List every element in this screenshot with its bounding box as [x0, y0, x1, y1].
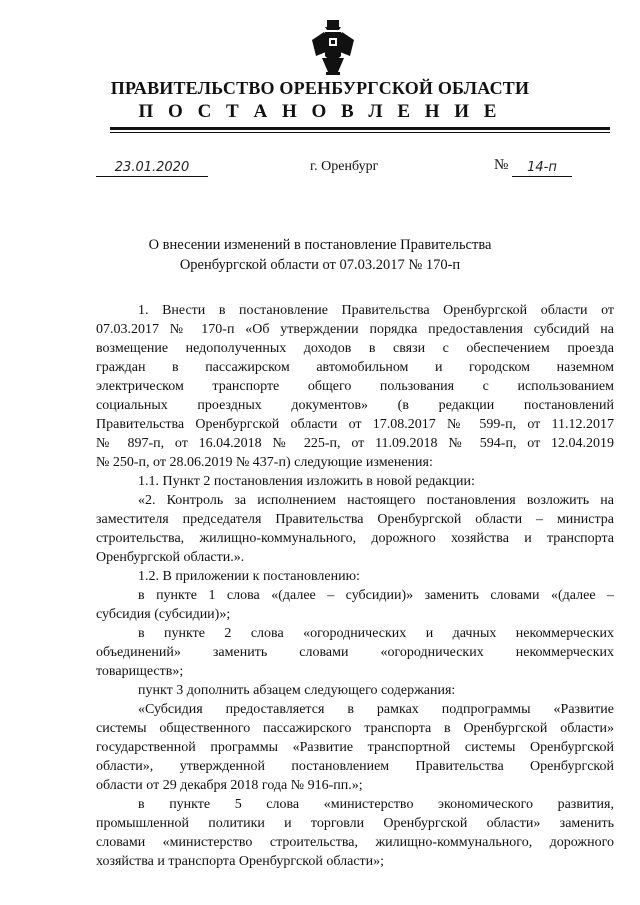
document-date: 23.01.2020 — [96, 160, 208, 177]
body-line: Оренбургской области.». — [96, 550, 245, 565]
subject-line: Оренбургской области от 07.03.2017 № 170-п — [179, 257, 461, 273]
body-line: 1. Внести в постановление Правительства Оренбургской области от — [138, 303, 614, 318]
body-line: 1.2. В приложении к постановлению: — [138, 569, 360, 584]
body-line: электрическом транспорте общего пользования с использованием — [96, 379, 614, 394]
header-rule-thin — [110, 132, 610, 133]
body-line: хозяйства и транспорта Оренбургской области»; — [96, 854, 385, 869]
body-line: № 250-п, от 28.06.2019 № 437-п) следующие изменения: — [96, 455, 433, 470]
body-line: области от 29 декабря 2018 года № 916-пп.»; — [96, 778, 363, 793]
body-line: в пункте 5 слова «министерство экономического развития, — [138, 797, 614, 812]
body-line: «Субсидия предоставляется в рамках подпрограммы «Развитие — [138, 702, 614, 717]
body-line: системы общественного пассажирского транспорта в Оренбургской области» — [96, 721, 614, 736]
body-line: словами «министерство строительства, жилищно-коммунального, дорожного — [96, 835, 614, 850]
subject-line: О внесении изменений в постановление Правительства — [148, 237, 492, 253]
body-line: области», утвержденной постановлением Правительства Оренбургской — [96, 759, 614, 774]
body-line: 1.1. Пункт 2 постановления изложить в новой редакции: — [138, 474, 475, 489]
coat-of-arms-icon — [308, 18, 358, 76]
body-line: объединений» заменить словами «огороднических некоммерческих — [96, 645, 614, 660]
body-line: государственной программы «Развитие транспортной системы Оренбургской — [96, 740, 614, 755]
number-label: № — [494, 157, 509, 173]
body-line: промышленной политики и торговли Оренбургской области» заменить — [96, 816, 614, 831]
body-line: граждан в пассажирском автомобильном и городском наземном — [96, 360, 614, 375]
document-subject — [0, 235, 640, 275]
body-line: пункт 3 дополнить абзацем следующего содержания: — [138, 683, 456, 698]
body-line: социальных проездных документов» (в редакции постановлений — [96, 398, 614, 413]
body-line: заместителя председателя Правительства Оренбургской области – министра — [96, 512, 614, 527]
body-line: Правительства Оренбургской области от 17.08.2017 № 599-п, от 11.12.2017 — [96, 417, 614, 432]
header-rule-thick — [110, 127, 610, 130]
body-line: возмещение недополученных доходов в связи с обеспечением проезда — [96, 341, 614, 356]
body-line: 07.03.2017 № 170-п «Об утверждении порядка предоставления субсидий на — [96, 322, 614, 337]
body-line: в пункте 2 слова «огороднических и дачных некоммерческих — [138, 626, 614, 641]
body-line: «2. Контроль за исполнением настоящего постановления возложить на — [138, 493, 614, 508]
document-type-title: П О С Т А Н О В Л Е Н И Е — [138, 101, 502, 122]
document-city: г. Оренбург — [310, 159, 379, 174]
government-title: ПРАВИТЕЛЬСТВО ОРЕНБУРГСКОЙ ОБЛАСТИ — [110, 78, 530, 98]
body-line: № 897-п, от 16.04.2018 № 225-п, от 11.09.2018 № 594-п, от 12.04.2019 — [96, 436, 614, 451]
body-line: товариществ»; — [96, 664, 184, 679]
body-line: в пункте 1 слова «(далее – субсидии)» заменить словами «(далее – — [138, 588, 614, 603]
document-number: 14-п — [512, 160, 572, 177]
body-line: строительства, жилищно-коммунального, дорожного хозяйства и транспорта — [96, 531, 614, 546]
body-line: субсидия (субсидии)»; — [96, 607, 231, 622]
